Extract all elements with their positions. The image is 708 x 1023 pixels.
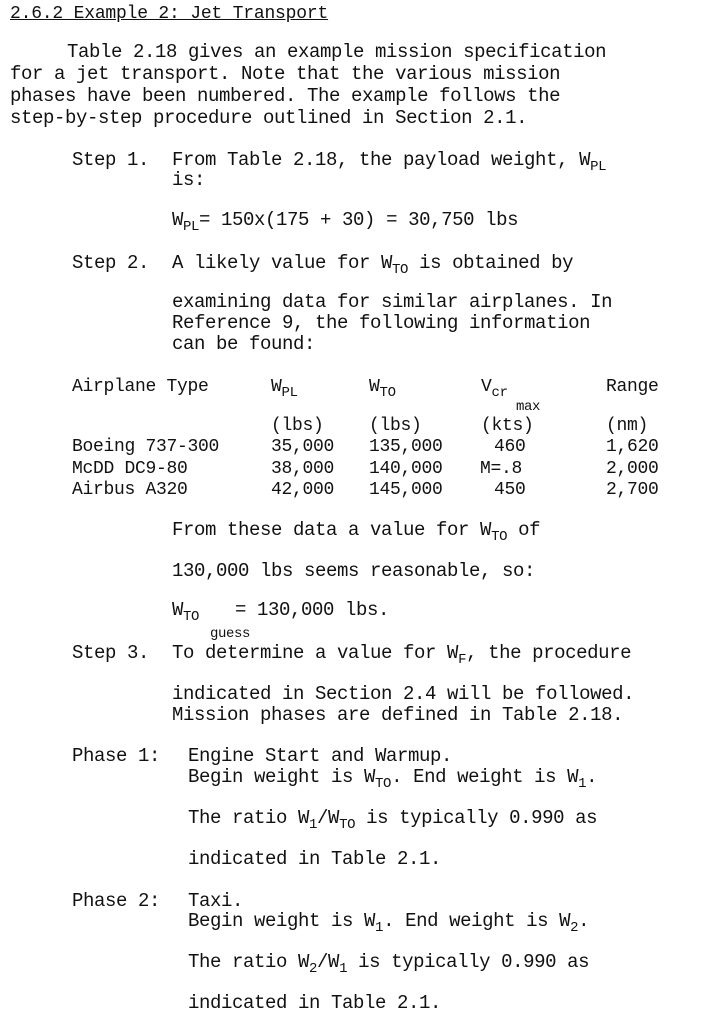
table-unit: (nm) [606,416,649,436]
wto-estimate-text: From these data a value for $W_{TO}$ of [172,519,541,545]
cell-wpl: 35,000 [271,437,335,457]
wto-guess-subscript: guess [210,626,251,642]
step3-line: indicated in Section 2.4 will be followed. [172,683,635,705]
step2-line: Reference 9, the following information [172,312,591,334]
intro-line: for a jet transport. Note that the various mission [10,63,561,85]
wto-guess-equation: $W_{TO} = 130,000$ lbs. [172,599,390,625]
table-header-vcr-max: max [516,399,541,415]
table-unit: (kts) [481,416,534,436]
phase2-ratio: The ratio $W_2/W_1$ is typically 0.990 as [188,951,590,977]
wto-estimate-text-cont: 130,000 lbs seems reasonable, so: [172,560,536,582]
step2-label: Step 2. [72,252,150,274]
cell-type: McDD DC9-80 [72,459,188,479]
phase1-label: Phase 1: [72,745,161,767]
intro-line: Table 2.18 gives an example mission specification [67,41,607,63]
phase2-weights: Begin weight is $W_1$. End weight is $W_2$. [188,910,590,936]
step2-text: A likely value for $W_{TO}$ is obtained by [172,252,574,278]
table-header-wto: $W_{TO}$ [369,377,396,401]
table-header-type: Airplane Type [72,377,209,397]
step2-line: examining data for similar airplanes. In [172,291,613,313]
phase2-reference: indicated in Table 2.1. [188,992,442,1014]
table-header-vcr: $V_{cr}$ [481,377,508,401]
phase1-title: Engine Start and Warmup. [188,745,453,767]
cell-type: Boeing 737-300 [72,437,220,457]
intro-line: phases have been numbered. The example follows the [10,85,561,107]
phase2-title: Taxi. [188,890,244,912]
phase1-weights: Begin weight is $W_{TO}$. End weight is $W_1$. [188,766,598,792]
table-unit: (lbs) [369,416,422,436]
step3-label: Step 3. [72,642,150,664]
payload-equation: $W_{PL}= 150x(175 + 30) = 30,750$ lbs [172,209,519,235]
step1-text-cont: is: [172,169,206,191]
step2-line: can be found: [172,333,316,355]
table-header-range: Range [606,377,659,397]
step1-label: Step 1. [72,149,150,171]
cell-wpl: 38,000 [271,459,335,479]
cell-wpl: 42,000 [271,480,335,500]
table-header-wpl: $W_{PL}$ [271,377,298,401]
cell-vcr: M=.8 [480,459,523,479]
cell-type: Airbus A320 [72,480,188,500]
cell-vcr: 450 [494,480,526,500]
phase1-reference: indicated in Table 2.1. [188,848,442,870]
step3-text: To determine a value for $W_F$, the procedure [172,642,632,668]
cell-vcr: 460 [494,437,526,457]
intro-line: step-by-step procedure outlined in Section 2.1. [10,107,528,129]
phase2-label: Phase 2: [72,890,161,912]
cell-wto: 145,000 [369,480,443,500]
section-heading: 2.6.2 Example 2: Jet Transport [10,4,329,24]
step3-line: Mission phases are defined in Table 2.18. [172,704,624,726]
step1-text: From Table 2.18, the payload weight, $W_{PL}$ [172,149,607,175]
table-unit: (lbs) [271,416,324,436]
cell-range: 2,700 [606,480,659,500]
cell-range: 2,000 [606,459,659,479]
cell-wto: 140,000 [369,459,443,479]
phase1-ratio: The ratio $W_1/W_{TO}$ is typically 0.990 as [188,807,598,833]
cell-range: 1,620 [606,437,659,457]
cell-wto: 135,000 [369,437,443,457]
